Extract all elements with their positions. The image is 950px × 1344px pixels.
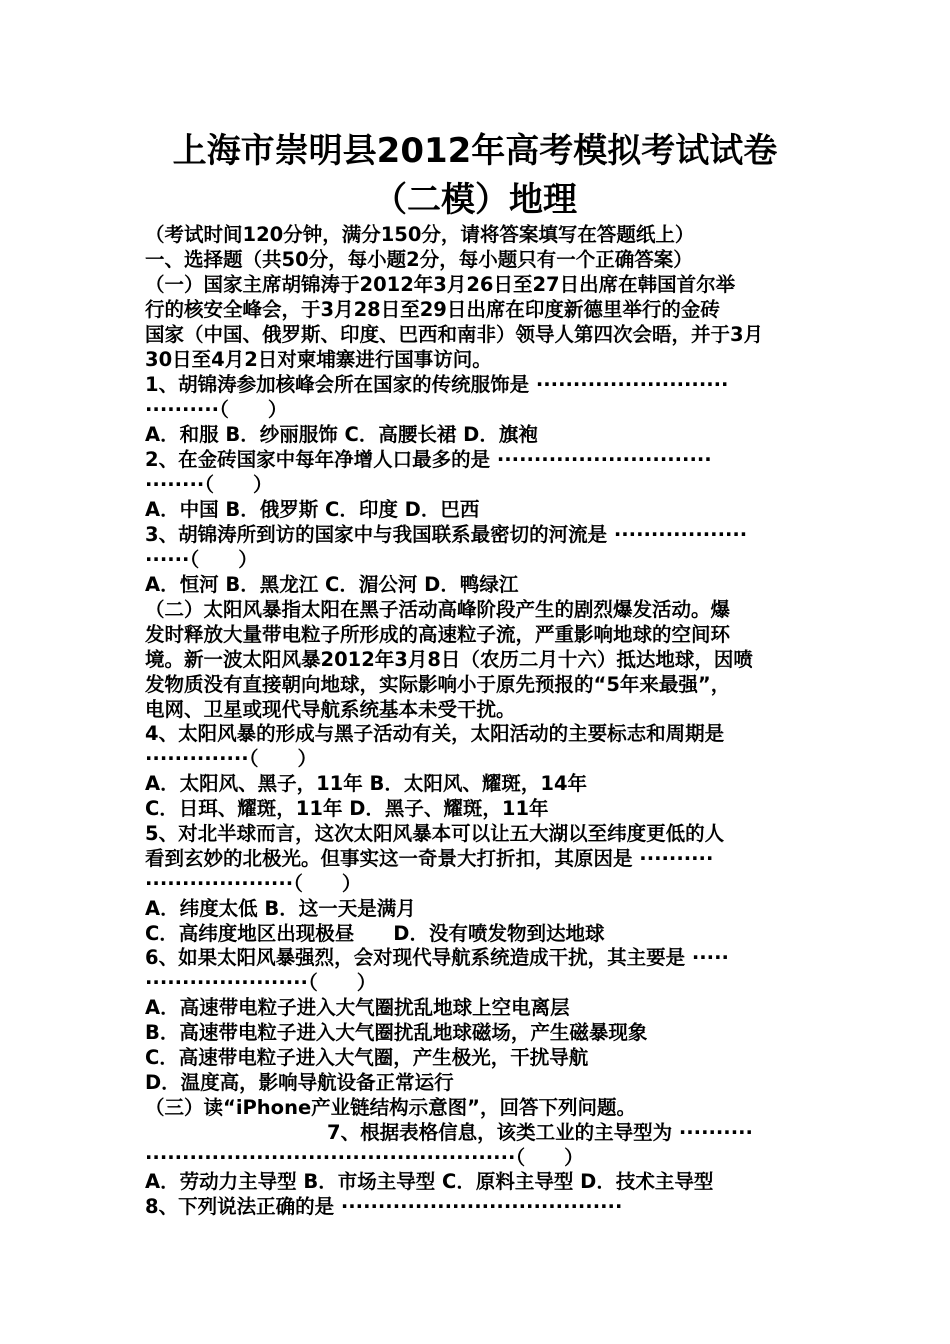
question5-options-line2: C．高纬度地区出现极昼 D．没有喷发物到达地球	[145, 922, 605, 945]
passage2-line: 发时释放大量带电粒子所形成的高速粒子流，严重影响地球的空间环	[145, 623, 731, 646]
question5-answer-blank: ····················（ ）	[145, 872, 362, 895]
question6-option-a: A．高速带电粒子进入大气圈扰乱地球上空电离层	[145, 996, 570, 1019]
question8-stem: 8、下列说法正确的是 ······································	[145, 1195, 623, 1218]
question6-option-c: C．高速带电粒子进入大气圈，产生极光，干扰导航	[145, 1046, 589, 1069]
passage2-line: 电网、卫星或现代导航系统基本未受干扰。	[145, 698, 516, 721]
question7-options: A．劳动力主导型 B．市场主导型 C．原料主导型 D．技术主导型	[145, 1170, 714, 1193]
question1-stem: 1、胡锦涛参加核峰会所在国家的传统服饰是 ··························	[145, 373, 729, 396]
question6-stem: 6、如果太阳风暴强烈，会对现代导航系统造成干扰，其主要是 ·····	[145, 946, 729, 969]
question2-answer-blank: ········（ ）	[145, 473, 273, 496]
question5-stem-line1: 5、对北半球而言，这次太阳风暴本可以让五大湖以至纬度更低的人	[145, 822, 725, 845]
passage2-line: 发物质没有直接朝向地球，实际影响小于原先预报的“5年来最强”，	[145, 673, 731, 696]
exam-note: （考试时间120分钟，满分150分，请将答案填写在答题纸上）	[145, 223, 695, 246]
exam-title-line1: 上海市崇明县2012年高考模拟考试试卷	[172, 131, 778, 171]
question6-option-d: D．温度高，影响导航设备正常运行	[145, 1071, 454, 1094]
passage2-line: 境。新一波太阳风暴2012年3月8日（农历二月十六）抵达地球，因喷	[145, 648, 753, 671]
question2-stem: 2、在金砖国家中每年净增人口最多的是 ·····························	[145, 448, 712, 471]
passage3: （三）读“iPhone产业链结构示意图”，回答下列问题。	[145, 1096, 636, 1119]
question3-options: A．恒河 B．黑龙江 C．湄公河 D．鸭绿江	[145, 573, 519, 596]
passage1-line: 行的核安全峰会，于3月28日至29日出席在印度新德里举行的金砖	[145, 298, 720, 321]
question1-answer-blank: ··········（ ）	[145, 398, 288, 421]
section-heading: 一、选择题（共50分，每小题2分，每小题只有一个正确答案）	[145, 248, 693, 271]
question4-answer-blank: ··············（ ）	[145, 747, 317, 770]
question6-option-b: B．高速带电粒子进入大气圈扰乱地球磁场，产生磁暴现象	[145, 1021, 648, 1044]
question2-options: A．中国 B．俄罗斯 C．印度 D．巴西	[145, 498, 480, 521]
question1-options: A．和服 B．纱丽服饰 C．高腰长裙 D．旗袍	[145, 423, 538, 446]
question3-stem: 3、胡锦涛所到访的国家中与我国联系最密切的河流是 ··················	[145, 523, 748, 546]
question5-options-line1: A．纬度太低 B．这一天是满月	[145, 897, 416, 920]
question5-stem-line2: 看到玄妙的北极光。但事实这一奇景大打折扣，其原因是 ··········	[145, 847, 714, 870]
question4-stem: 4、太阳风暴的形成与黑子活动有关，太阳活动的主要标志和周期是	[145, 722, 725, 745]
passage1-line: （一）国家主席胡锦涛于2012年3月26日至27日出席在韩国首尔举	[145, 273, 736, 296]
question3-answer-blank: ······（ ）	[145, 548, 258, 571]
question6-answer-blank: ······················（ ）	[145, 971, 377, 994]
exam-title-line2: （二模）地理	[373, 180, 577, 220]
question7-answer-blank: ··················································（ ）	[145, 1146, 584, 1169]
question4-options-line1: A．太阳风、黑子，11年 B．太阳风、耀斑，14年	[145, 772, 588, 795]
passage1-line: 国家（中国、俄罗斯、印度、巴西和南非）领导人第四次会晤，并于3月	[145, 323, 764, 346]
passage2-line: （二）太阳风暴指太阳在黑子活动高峰阶段产生的剧烈爆发活动。爆	[145, 598, 731, 621]
question4-options-line2: C．日珥、耀斑，11年 D．黑子、耀斑，11年	[145, 797, 549, 820]
passage1-line: 30日至4月2日对柬埔寨进行国事访问。	[145, 348, 492, 371]
question7-stem: 7、根据表格信息，该类工业的主导型为 ··········	[327, 1121, 753, 1144]
